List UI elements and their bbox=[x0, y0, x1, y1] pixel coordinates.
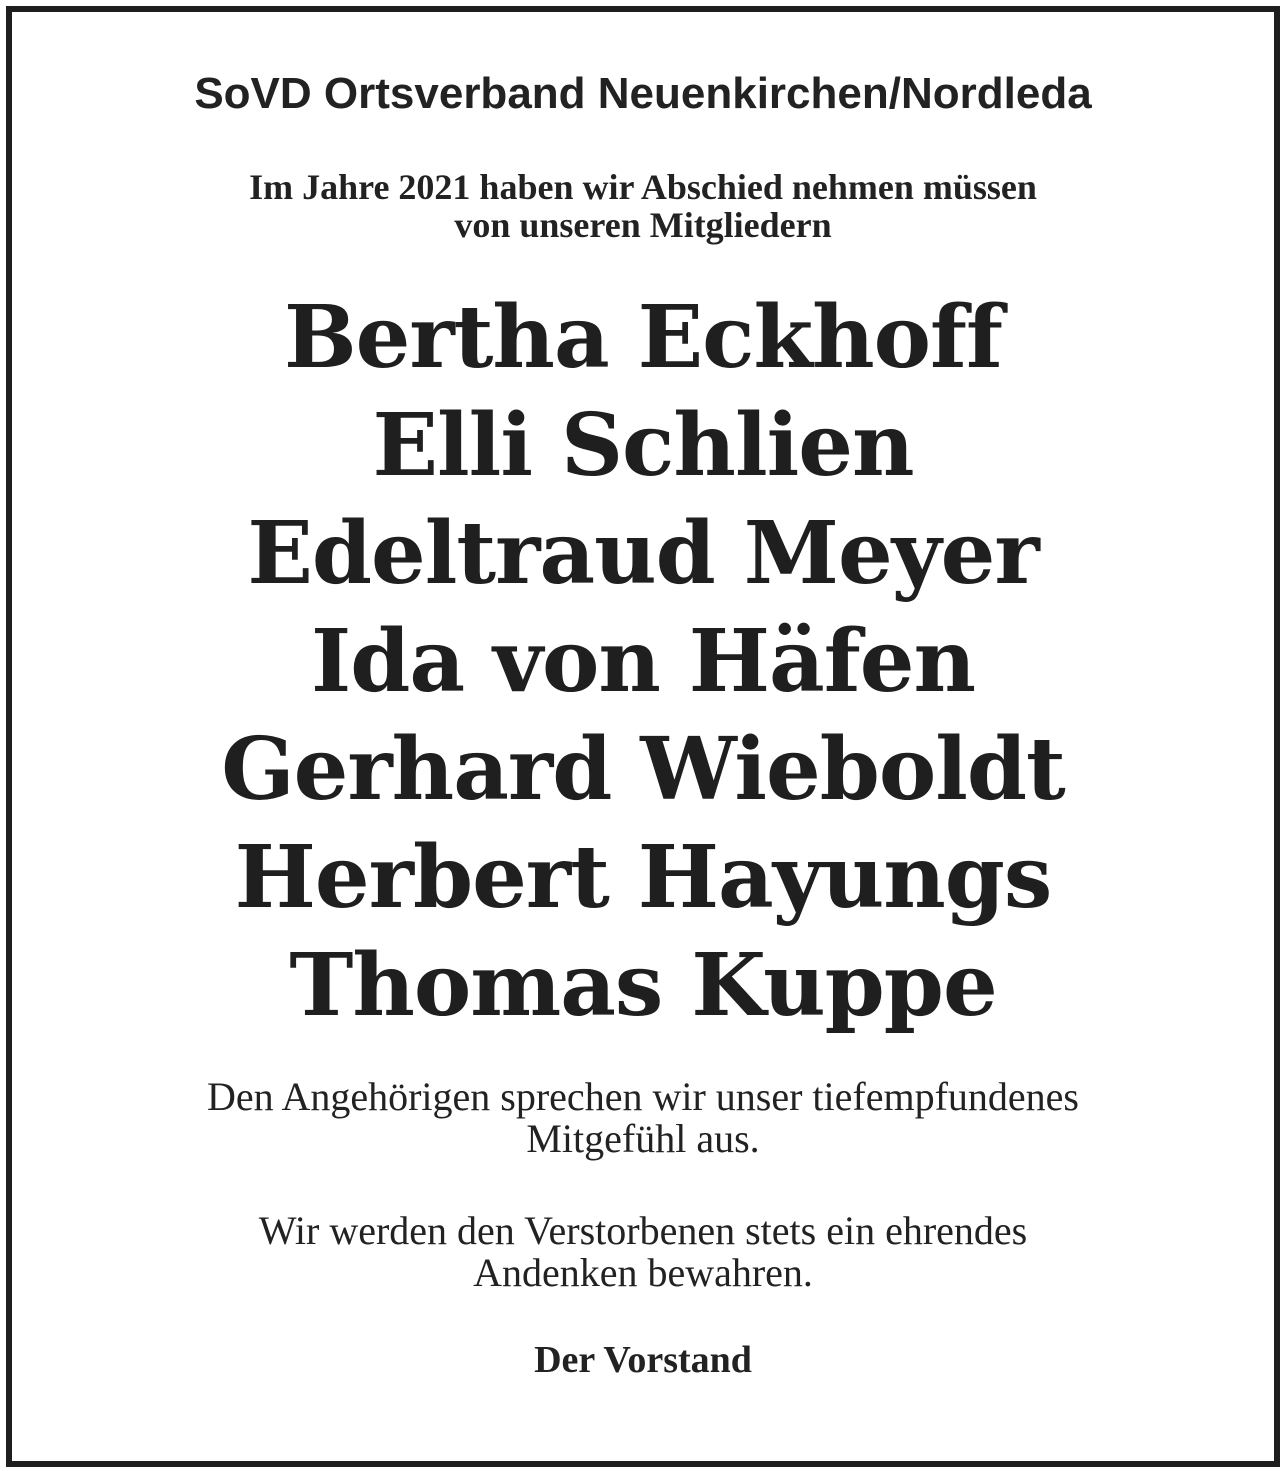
deceased-name: Thomas Kuppe bbox=[289, 935, 997, 1036]
signature: Der Vorstand bbox=[534, 1339, 752, 1381]
obituary-notice-frame bbox=[6, 6, 1280, 1467]
condolence-line: Den Angehörigen sprechen wir unser tiefempfundenes bbox=[207, 1074, 1079, 1119]
memory-line: Wir werden den Verstorbenen stets ein ehrendes bbox=[258, 1208, 1028, 1253]
organization-heading: SoVD Ortsverband Neuenkirchen/Nordleda bbox=[194, 69, 1092, 118]
condolence-text bbox=[12, 1076, 1274, 1160]
deceased-name: Ida von Häfen bbox=[310, 611, 976, 712]
intro-line: von unseren Mitgliedern bbox=[454, 205, 832, 245]
condolence-line: Mitgefühl aus. bbox=[526, 1116, 760, 1161]
intro-line: Im Jahre 2021 haben wir Abschied nehmen müssen bbox=[249, 167, 1037, 207]
memory-line: Andenken bewahren. bbox=[473, 1250, 813, 1295]
deceased-name: Gerhard Wieboldt bbox=[221, 719, 1065, 820]
deceased-name: Herbert Hayungs bbox=[234, 827, 1052, 928]
deceased-name: Edeltraud Meyer bbox=[247, 503, 1039, 604]
memory-text bbox=[12, 1210, 1274, 1294]
intro-text bbox=[12, 168, 1274, 244]
deceased-name: Elli Schlien bbox=[372, 395, 914, 496]
deceased-names-list bbox=[12, 284, 1274, 1040]
deceased-name: Bertha Eckhoff bbox=[283, 287, 1002, 388]
